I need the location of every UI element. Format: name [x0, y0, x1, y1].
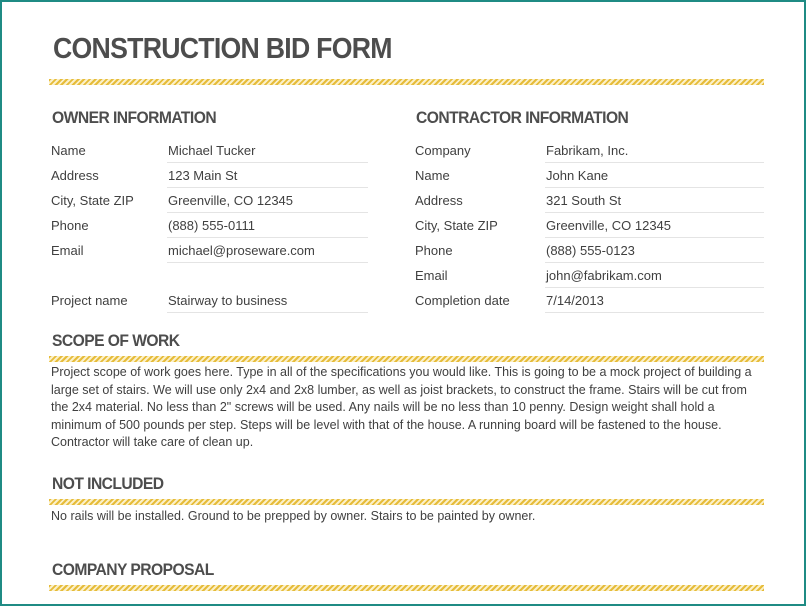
- not-included-heading: NOT INCLUDED: [52, 474, 164, 493]
- contractor-name-field[interactable]: John Kane: [545, 168, 764, 188]
- proposal-divider: [49, 585, 764, 591]
- owner-email-label: Email: [51, 243, 84, 258]
- project-name-field[interactable]: Stairway to business: [167, 293, 368, 313]
- contractor-name-label: Name: [415, 168, 450, 183]
- not-included-divider: [49, 499, 764, 505]
- owner-phone-field[interactable]: (888) 555-0111: [167, 218, 368, 238]
- completion-date-field[interactable]: 7/14/2013: [545, 293, 764, 313]
- not-included-text[interactable]: No rails will be installed. Ground to be prepped by owner. Stairs to be painted by owner.: [51, 509, 536, 523]
- owner-name-label: Name: [51, 143, 86, 158]
- owner-phone-label: Phone: [51, 218, 89, 233]
- contractor-phone-label: Phone: [415, 243, 453, 258]
- owner-address-label: Address: [51, 168, 99, 183]
- company-proposal-heading: COMPANY PROPOSAL: [52, 560, 214, 579]
- owner-email-field[interactable]: michael@proseware.com: [167, 243, 368, 263]
- scope-divider: [49, 356, 764, 362]
- title-divider: [49, 79, 764, 85]
- contractor-company-field[interactable]: Fabrikam, Inc.: [545, 143, 764, 163]
- completion-date-label: Completion date: [415, 293, 510, 308]
- contractor-company-label: Company: [415, 143, 471, 158]
- owner-name-field[interactable]: Michael Tucker: [167, 143, 368, 163]
- contractor-address-label: Address: [415, 193, 463, 208]
- contractor-email-label: Email: [415, 268, 448, 283]
- project-name-label: Project name: [51, 293, 128, 308]
- contractor-city-label: City, State ZIP: [415, 218, 498, 233]
- contractor-info-heading: CONTRACTOR INFORMATION: [416, 108, 629, 127]
- owner-address-field[interactable]: 123 Main St: [167, 168, 368, 188]
- form-title: CONSTRUCTION BID FORM: [53, 33, 392, 65]
- owner-info-heading: OWNER INFORMATION: [52, 108, 217, 127]
- contractor-email-field[interactable]: john@fabrikam.com: [545, 268, 764, 288]
- scope-of-work-text[interactable]: Project scope of work goes here. Type in all of the specifications you would like. This is going to be a mock project of building a large set of stairs. We will use only 2x4 and 2x8 lumber, as well as joist brackets, to construct the frame. Stairs will be cut from the 2x4 material. No less than 2" screws will be used. Any nails will be no less than 10 penny. Design weight shall hold a minimum of 500 pounds per step. Steps will be level with that of the house. A running board will be fastened to the house. Contractor will take care of clean up.: [51, 365, 752, 449]
- document-page: [2, 2, 804, 604]
- scope-of-work-heading: SCOPE OF WORK: [52, 331, 180, 350]
- owner-city-field[interactable]: Greenville, CO 12345: [167, 193, 368, 213]
- contractor-address-field[interactable]: 321 South St: [545, 193, 764, 213]
- contractor-city-field[interactable]: Greenville, CO 12345: [545, 218, 764, 238]
- owner-city-label: City, State ZIP: [51, 193, 134, 208]
- contractor-phone-field[interactable]: (888) 555-0123: [545, 243, 764, 263]
